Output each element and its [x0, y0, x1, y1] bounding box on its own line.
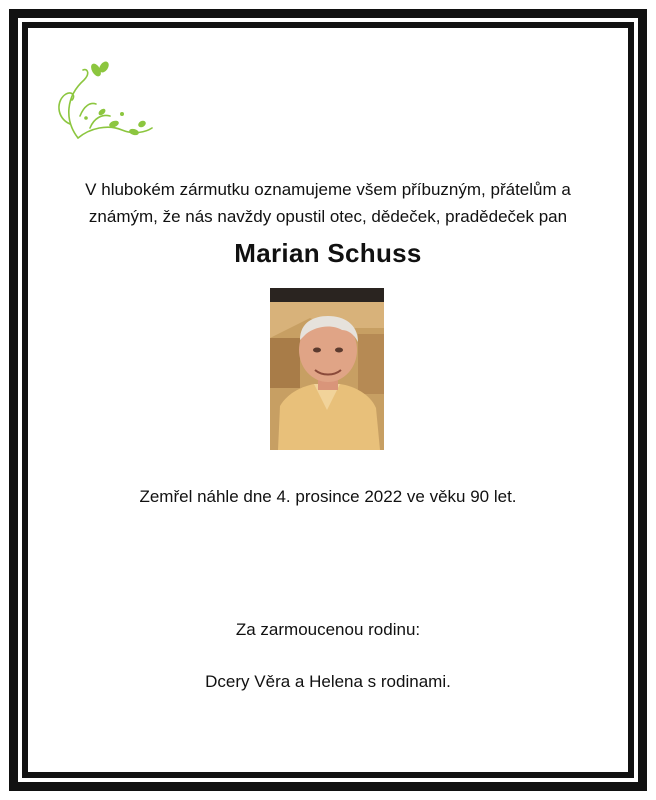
announcement-line-2: známým, že nás navždy opustil otec, dědeček, pradědeček pan: [88, 207, 568, 226]
announcement-text: [40, 176, 616, 230]
floral-vine-icon: [50, 58, 154, 142]
deceased-name: Marian Schuss: [234, 238, 422, 268]
family-label: Za zarmoucenou rodinu:: [235, 620, 421, 639]
death-statement: Zemřel náhle dne 4. prosince 2022 ve věku 90 let.: [139, 487, 517, 506]
announcement-line-1: V hlubokém zármutku oznamujeme všem příbuzným, přátelům a: [85, 180, 571, 199]
portrait-photo: [270, 288, 384, 450]
family-names: Dcery Věra a Helena s rodinami.: [205, 672, 451, 691]
